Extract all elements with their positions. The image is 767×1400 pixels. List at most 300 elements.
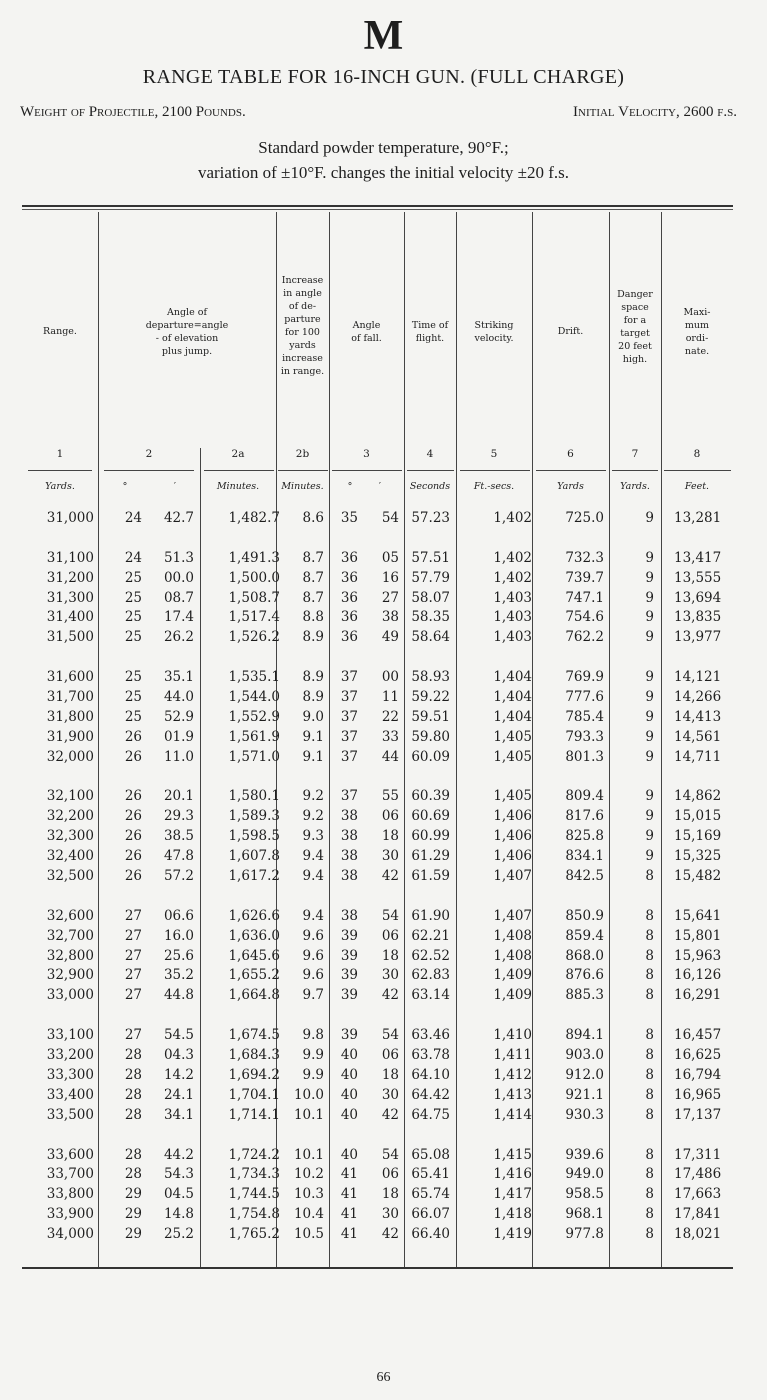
cell-dep-deg: 27	[124, 987, 142, 1004]
table-row	[22, 967, 733, 987]
header-line: velocity.	[474, 333, 514, 344]
unit-drift: Yards	[557, 481, 584, 492]
cell-danger: 8	[645, 967, 654, 984]
cell-range: 33,200	[46, 1047, 94, 1064]
header-line: nate.	[684, 346, 710, 357]
header-line: - of elevation	[155, 333, 219, 344]
cell-danger: 8	[645, 1206, 654, 1223]
cell-fall-min: 16	[381, 569, 399, 586]
cell-time: 57.51	[411, 549, 450, 566]
cell-drift: 809.4	[565, 788, 604, 805]
cell-fall-min: 42	[381, 1226, 399, 1243]
cell-ord: 14,711	[674, 748, 722, 765]
cell-vel: 1,403	[493, 589, 532, 606]
header-rule	[407, 470, 454, 471]
cell-dep-min: 04.5	[163, 1186, 194, 1203]
cell-drift: 825.8	[565, 828, 604, 845]
cell-drift: 885.3	[565, 987, 604, 1004]
table-row	[22, 1047, 733, 1067]
cell-dep-deg: 28	[124, 1146, 142, 1163]
cell-dep-deg: 26	[124, 728, 142, 745]
cell-minutes: 1,724.2	[228, 1146, 280, 1163]
cell-dep-deg: 28	[124, 1166, 142, 1183]
cell-danger: 9	[645, 549, 654, 566]
header-line: high.	[622, 354, 648, 365]
cell-time: 58.93	[411, 669, 450, 686]
cell-time: 64.10	[411, 1066, 450, 1083]
cell-range: 32,300	[46, 828, 94, 845]
cell-minutes: 1,655.2	[228, 967, 280, 984]
cell-vel: 1,415	[493, 1146, 532, 1163]
cell-inc: 10.4	[293, 1206, 324, 1223]
header-angle-of-departure	[98, 306, 276, 358]
cell-time: 65.74	[411, 1186, 450, 1203]
header-rule	[460, 470, 530, 471]
page-number: 66	[376, 1370, 391, 1385]
header-rule	[536, 470, 606, 471]
appendix-letter: M	[363, 13, 404, 59]
column-number: 8	[693, 448, 701, 460]
cell-fall-min: 06	[381, 927, 399, 944]
cell-dep-min: 51.3	[163, 549, 194, 566]
unit-minutes: ′	[173, 481, 177, 492]
table-row	[22, 749, 733, 769]
cell-ord: 18,021	[674, 1226, 722, 1243]
cell-range: 31,400	[46, 609, 94, 626]
cell-dep-deg: 28	[124, 1086, 142, 1103]
cell-minutes: 1,617.2	[228, 868, 280, 885]
cell-range: 33,000	[46, 987, 94, 1004]
cell-ord: 14,121	[674, 669, 722, 686]
cell-dep-min: 54.3	[163, 1166, 194, 1183]
cell-minutes: 1,598.5	[228, 828, 280, 845]
cell-minutes: 1,754.8	[228, 1206, 280, 1223]
cell-vel: 1,405	[493, 728, 532, 745]
cell-dep-min: 11.0	[163, 748, 194, 765]
cell-fall-min: 18	[381, 828, 399, 845]
cell-dep-min: 24.1	[163, 1086, 194, 1103]
cell-range: 33,500	[46, 1106, 94, 1123]
cell-fall-min: 06	[381, 1166, 399, 1183]
cell-range: 31,900	[46, 728, 94, 745]
cell-inc: 8.7	[302, 549, 324, 566]
cell-dep-deg: 28	[124, 1066, 142, 1083]
header-line: Maxi-	[683, 307, 711, 318]
header-drift	[532, 325, 609, 338]
cell-danger: 8	[645, 1106, 654, 1123]
cell-inc: 9.2	[302, 788, 324, 805]
cell-dep-min: 25.6	[163, 947, 194, 964]
header-line: Time of	[411, 320, 449, 331]
cell-range: 32,600	[46, 907, 94, 924]
cell-range: 32,100	[46, 788, 94, 805]
cell-dep-deg: 29	[124, 1206, 142, 1223]
cell-vel: 1,408	[493, 947, 532, 964]
cell-vel: 1,405	[493, 748, 532, 765]
cell-drift: 747.1	[565, 589, 604, 606]
cell-fall-min: 33	[381, 728, 399, 745]
cell-drift: 801.3	[565, 748, 604, 765]
cell-vel: 1,404	[493, 669, 532, 686]
cell-drift: 977.8	[565, 1226, 604, 1243]
column-number: 2a	[231, 448, 245, 460]
cell-ord: 16,126	[674, 967, 722, 984]
cell-ord: 13,555	[674, 569, 722, 586]
cell-range: 32,200	[46, 808, 94, 825]
cell-ord: 16,794	[674, 1066, 722, 1083]
cell-drift: 762.2	[565, 629, 604, 646]
header-line: target	[620, 328, 650, 339]
cell-danger: 9	[645, 510, 654, 526]
cell-inc: 10.3	[293, 1186, 324, 1203]
cell-danger: 9	[645, 669, 654, 686]
cell-inc: 9.9	[302, 1066, 324, 1083]
header-striking-velocity	[456, 319, 532, 345]
cell-danger: 9	[645, 808, 654, 825]
cell-vel: 1,417	[493, 1186, 532, 1203]
cell-range: 31,000	[46, 510, 94, 526]
cell-time: 57.23	[411, 510, 450, 526]
table-row	[22, 1147, 733, 1167]
cell-dep-min: 25.2	[163, 1226, 194, 1243]
cell-ord: 13,694	[674, 589, 722, 606]
cell-fall-deg: 38	[340, 808, 358, 825]
table-row	[22, 510, 733, 530]
table-row	[22, 1166, 733, 1186]
cell-ord: 17,841	[674, 1206, 722, 1223]
cell-dep-min: 35.2	[163, 967, 194, 984]
header-drift-label: Drift.	[557, 326, 584, 337]
header-rule	[104, 470, 194, 471]
table-row	[22, 1206, 733, 1226]
cell-drift: 939.6	[565, 1146, 604, 1163]
cell-range: 31,500	[46, 629, 94, 646]
cell-fall-min: 11	[381, 689, 399, 706]
cell-time: 65.41	[411, 1166, 450, 1183]
cell-fall-deg: 40	[340, 1047, 358, 1064]
header-maximum-ordinate	[661, 306, 733, 358]
cell-fall-deg: 40	[340, 1146, 358, 1163]
cell-minutes: 1,626.6	[228, 907, 280, 924]
unit-minutes-2b: Minutes.	[281, 481, 324, 492]
cell-danger: 8	[645, 1066, 654, 1083]
cell-fall-deg: 37	[340, 788, 358, 805]
cell-danger: 8	[645, 1027, 654, 1044]
cell-dep-min: 42.7	[163, 510, 194, 526]
cell-range: 31,100	[46, 549, 94, 566]
cell-drift: 868.0	[565, 947, 604, 964]
cell-inc: 10.0	[293, 1086, 324, 1103]
unit-degrees: °	[122, 481, 128, 492]
cell-minutes: 1,517.4	[228, 609, 280, 626]
cell-minutes: 1,734.3	[228, 1166, 280, 1183]
cell-vel: 1,411	[493, 1047, 532, 1064]
cell-range: 33,300	[46, 1066, 94, 1083]
cell-time: 62.21	[411, 927, 450, 944]
cell-inc: 8.7	[302, 569, 324, 586]
header-line: Increase	[281, 275, 324, 286]
cell-drift: 817.6	[565, 808, 604, 825]
cell-drift: 912.0	[565, 1066, 604, 1083]
cell-fall-min: 06	[381, 1047, 399, 1064]
cell-vel: 1,404	[493, 689, 532, 706]
cell-vel: 1,406	[493, 848, 532, 865]
cell-fall-min: 27	[381, 589, 399, 606]
cell-fall-deg: 40	[340, 1106, 358, 1123]
cell-fall-min: 22	[381, 708, 399, 725]
table-row	[22, 570, 733, 590]
cell-dep-min: 00.0	[163, 569, 194, 586]
cell-range: 33,800	[46, 1186, 94, 1203]
cell-minutes: 1,714.1	[228, 1106, 280, 1123]
table-top-rule-thin	[22, 209, 733, 210]
cell-fall-deg: 39	[340, 927, 358, 944]
cell-ord: 16,291	[674, 987, 722, 1004]
cell-ord: 13,977	[674, 629, 722, 646]
header-line: of fall.	[351, 333, 382, 344]
cell-drift: 958.5	[565, 1186, 604, 1203]
cell-vel: 1,409	[493, 987, 532, 1004]
cell-time: 59.51	[411, 708, 450, 725]
cell-inc: 9.8	[302, 1027, 324, 1044]
cell-dep-deg: 29	[124, 1186, 142, 1203]
cell-drift: 968.1	[565, 1206, 604, 1223]
header-line: increase	[282, 353, 323, 364]
table-row	[22, 908, 733, 928]
cell-ord: 13,281	[674, 510, 722, 526]
cell-inc: 8.9	[302, 629, 324, 646]
cell-fall-min: 30	[381, 967, 399, 984]
cell-danger: 9	[645, 708, 654, 725]
cell-drift: 930.3	[565, 1106, 604, 1123]
cell-inc: 9.1	[302, 748, 324, 765]
cell-dep-min: 16.0	[163, 927, 194, 944]
cell-minutes: 1,664.8	[228, 987, 280, 1004]
cell-inc: 9.6	[302, 967, 324, 984]
cell-danger: 8	[645, 1146, 654, 1163]
cell-fall-deg: 36	[340, 549, 358, 566]
cell-minutes: 1,704.1	[228, 1086, 280, 1103]
cell-vel: 1,407	[493, 868, 532, 885]
cell-dep-min: 14.2	[163, 1066, 194, 1083]
cell-fall-deg: 35	[340, 510, 358, 526]
table-row	[22, 729, 733, 749]
header-range-label: Range.	[43, 326, 77, 337]
cell-range: 32,000	[46, 748, 94, 765]
cell-fall-min: 42	[381, 868, 399, 885]
header-rule	[612, 470, 658, 471]
cell-vel: 1,416	[493, 1166, 532, 1183]
cell-danger: 9	[645, 609, 654, 626]
cell-vel: 1,405	[493, 788, 532, 805]
cell-dep-min: 14.8	[163, 1206, 194, 1223]
cell-time: 61.90	[411, 907, 450, 924]
velocity-variation-note: variation of ±10°F. changes the initial velocity ±20 f.s.	[197, 163, 570, 182]
cell-time: 60.39	[411, 788, 450, 805]
cell-fall-min: 49	[381, 629, 399, 646]
column-number: 2	[145, 448, 153, 460]
cell-danger: 9	[645, 728, 654, 745]
unit-velocity: Ft.-secs.	[473, 481, 515, 492]
table-row	[22, 689, 733, 709]
cell-fall-min: 00	[381, 669, 399, 686]
cell-inc: 8.7	[302, 589, 324, 606]
cell-minutes: 1,544.0	[228, 689, 280, 706]
cell-dep-deg: 28	[124, 1047, 142, 1064]
cell-time: 64.75	[411, 1106, 450, 1123]
header-rule	[28, 470, 92, 471]
cell-fall-min: 38	[381, 609, 399, 626]
projectile-weight: Weight of Projectile, 2100 Pounds.	[20, 104, 246, 120]
table-row	[22, 1067, 733, 1087]
cell-inc: 10.5	[293, 1226, 324, 1243]
cell-ord: 15,015	[674, 808, 722, 825]
cell-danger: 8	[645, 907, 654, 924]
cell-drift: 769.9	[565, 669, 604, 686]
cell-drift: 732.3	[565, 549, 604, 566]
cell-minutes: 1,580.1	[228, 788, 280, 805]
cell-vel: 1,404	[493, 708, 532, 725]
header-line: 20 feet	[618, 341, 652, 352]
cell-fall-min: 18	[381, 1066, 399, 1083]
cell-time: 66.40	[411, 1226, 450, 1243]
cell-vel: 1,402	[493, 549, 532, 566]
cell-fall-min: 54	[381, 510, 399, 526]
cell-fall-deg: 38	[340, 828, 358, 845]
cell-minutes: 1,674.5	[228, 1027, 280, 1044]
cell-range: 31,300	[46, 589, 94, 606]
cell-dep-deg: 26	[124, 748, 142, 765]
cell-fall-deg: 40	[340, 1066, 358, 1083]
cell-drift: 777.6	[565, 689, 604, 706]
cell-inc: 9.4	[302, 907, 324, 924]
cell-minutes: 1,645.6	[228, 947, 280, 964]
cell-minutes: 1,589.3	[228, 808, 280, 825]
cell-range: 32,700	[46, 927, 94, 944]
header-line: plus jump.	[161, 346, 213, 357]
column-number: 2b	[295, 448, 310, 460]
cell-fall-deg: 36	[340, 589, 358, 606]
cell-minutes: 1,482.7	[228, 510, 280, 526]
cell-inc: 9.2	[302, 808, 324, 825]
unit-range: Yards.	[45, 481, 75, 492]
table-row	[22, 848, 733, 868]
cell-inc: 10.2	[293, 1166, 324, 1183]
table-row	[22, 1186, 733, 1206]
cell-vel: 1,406	[493, 828, 532, 845]
cell-dep-deg: 29	[124, 1226, 142, 1243]
cell-minutes: 1,636.0	[228, 927, 280, 944]
cell-dep-deg: 26	[124, 868, 142, 885]
initial-velocity: Initial Velocity, 2600 f.s.	[573, 104, 737, 120]
header-line: for 100	[285, 327, 320, 338]
cell-dep-min: 35.1	[163, 669, 194, 686]
table-row	[22, 868, 733, 888]
cell-fall-min: 18	[381, 947, 399, 964]
cell-dep-deg: 26	[124, 828, 142, 845]
header-line: Danger	[617, 289, 653, 300]
cell-danger: 8	[645, 1166, 654, 1183]
cell-dep-min: 57.2	[163, 868, 194, 885]
cell-time: 59.22	[411, 689, 450, 706]
cell-range: 32,800	[46, 947, 94, 964]
cell-dep-deg: 25	[124, 629, 142, 646]
cell-dep-min: 29.3	[163, 808, 194, 825]
table-top-rule	[22, 205, 733, 207]
unit-fall-minutes: ′	[378, 481, 382, 492]
cell-danger: 8	[645, 987, 654, 1004]
cell-fall-min: 54	[381, 1027, 399, 1044]
cell-fall-min: 30	[381, 1206, 399, 1223]
cell-drift: 850.9	[565, 907, 604, 924]
cell-range: 31,200	[46, 569, 94, 586]
cell-time: 63.46	[411, 1027, 450, 1044]
cell-danger: 8	[645, 1186, 654, 1203]
cell-vel: 1,406	[493, 808, 532, 825]
cell-range: 32,500	[46, 868, 94, 885]
cell-inc: 9.0	[302, 708, 324, 725]
column-number: 7	[631, 448, 639, 460]
header-line: Striking	[474, 320, 514, 331]
cell-danger: 8	[645, 947, 654, 964]
cell-time: 60.69	[411, 808, 450, 825]
cell-fall-deg: 38	[340, 907, 358, 924]
cell-dep-min: 38.5	[163, 828, 194, 845]
unit-minutes-2a: Minutes.	[216, 481, 260, 492]
cell-danger: 9	[645, 689, 654, 706]
cell-fall-deg: 36	[340, 609, 358, 626]
cell-dep-min: 34.1	[163, 1106, 194, 1123]
column-number: 1	[56, 448, 64, 460]
cell-time: 58.35	[411, 609, 450, 626]
cell-fall-deg: 40	[340, 1086, 358, 1103]
cell-minutes: 1,491.3	[228, 549, 280, 566]
cell-vel: 1,403	[493, 609, 532, 626]
header-line: for a	[623, 315, 647, 326]
cell-fall-min: 30	[381, 848, 399, 865]
cell-fall-deg: 36	[340, 569, 358, 586]
table-row	[22, 669, 733, 689]
cell-fall-deg: 37	[340, 748, 358, 765]
cell-minutes: 1,571.0	[228, 748, 280, 765]
column-number: 4	[426, 448, 434, 460]
cell-ord: 14,413	[674, 708, 722, 725]
cell-dep-min: 54.5	[163, 1027, 194, 1044]
cell-drift: 793.3	[565, 728, 604, 745]
cell-ord: 15,963	[674, 947, 722, 964]
table-row	[22, 1226, 733, 1246]
cell-minutes: 1,552.9	[228, 708, 280, 725]
cell-dep-min: 06.6	[163, 907, 194, 924]
cell-time: 62.83	[411, 967, 450, 984]
cell-drift: 725.0	[565, 510, 604, 526]
cell-danger: 9	[645, 748, 654, 765]
cell-ord: 15,325	[674, 848, 722, 865]
cell-time: 59.80	[411, 728, 450, 745]
cell-inc: 9.6	[302, 947, 324, 964]
cell-range: 33,900	[46, 1206, 94, 1223]
cell-vel: 1,418	[493, 1206, 532, 1223]
cell-range: 31,600	[46, 669, 94, 686]
cell-drift: 921.1	[565, 1086, 604, 1103]
page-title: RANGE TABLE FOR 16-INCH GUN. (FULL CHARGE)	[142, 66, 625, 88]
cell-vel: 1,410	[493, 1027, 532, 1044]
cell-ord: 15,641	[674, 907, 722, 924]
header-line: flight.	[415, 333, 445, 344]
table-row	[22, 948, 733, 968]
cell-danger: 8	[645, 1086, 654, 1103]
cell-ord: 16,965	[674, 1086, 722, 1103]
